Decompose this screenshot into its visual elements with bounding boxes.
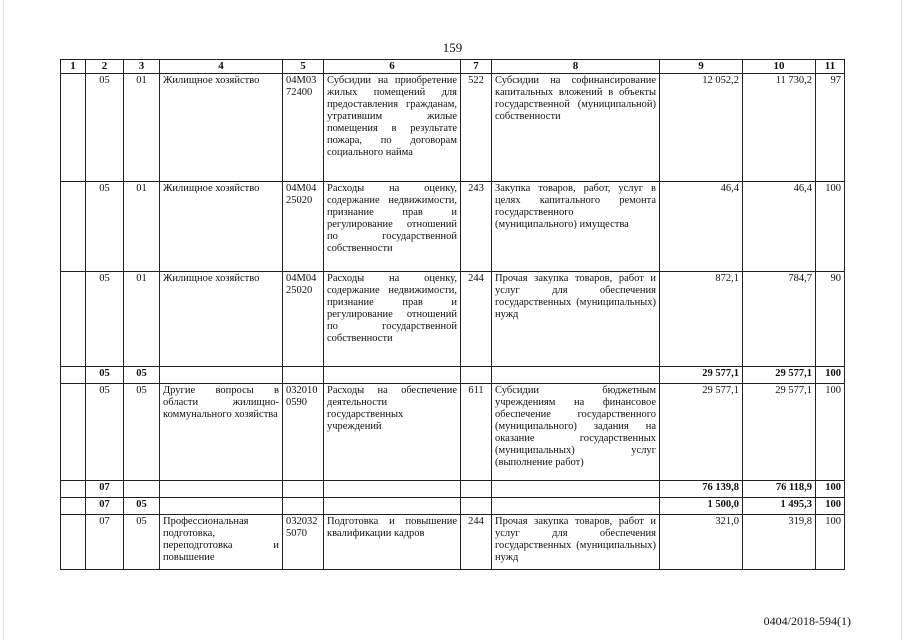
cell-expense-type: 611	[461, 384, 492, 481]
cell-expense-name	[492, 367, 660, 384]
cell-percent: 100	[816, 498, 845, 515]
cell-expense-type	[461, 481, 492, 498]
cell-name: Жилищное хозяйство	[160, 182, 283, 272]
cell-expense-name: Прочая закупка товаров, работ и услуг для обеспечения государственных (муниципальных) нужд	[492, 515, 660, 570]
cell-target-name: Расходы на оценку, содержание недвижимости, признание прав и регулирование отношений по государственной собственности	[324, 182, 461, 272]
cell-subsection: 01	[124, 272, 160, 367]
cell-expense-name: Субсидии бюджетным учреждениям на финансовое обеспечение государственного (муниципального) задания на оказание государственных (муниципальных) услуг (выполнение работ)	[492, 384, 660, 481]
cell-section: 07	[86, 515, 124, 570]
cell-section: 05	[86, 367, 124, 384]
cell-planned: 1 500,0	[660, 498, 743, 515]
cell-target-name	[324, 367, 461, 384]
cell-percent: 100	[816, 367, 845, 384]
cell-executed: 11 730,2	[743, 74, 816, 182]
cell-subsection	[124, 481, 160, 498]
cell-planned: 29 577,1	[660, 367, 743, 384]
cell-target-name: Расходы на оценку, содержание недвижимости, признание прав и регулирование отношений по государственной собственности	[324, 272, 461, 367]
cell-target-code: 04М04 25020	[283, 272, 324, 367]
cell	[61, 367, 86, 384]
cell-planned: 872,1	[660, 272, 743, 367]
cell-subsection: 05	[124, 384, 160, 481]
cell-percent: 100	[816, 515, 845, 570]
col-header: 7	[461, 60, 492, 74]
cell-executed: 76 118,9	[743, 481, 816, 498]
cell-expense-name: Субсидии на софинансирование капитальных вложений в объекты государственной (муниципальной) собственности	[492, 74, 660, 182]
col-header: 9	[660, 60, 743, 74]
cell-percent: 97	[816, 74, 845, 182]
table-row	[61, 74, 845, 182]
cell-target-code	[283, 367, 324, 384]
cell	[61, 74, 86, 182]
col-header: 1	[61, 60, 86, 74]
cell-section: 05	[86, 182, 124, 272]
cell-executed: 1 495,3	[743, 498, 816, 515]
cell-target-code: 04М03 72400	[283, 74, 324, 182]
cell-subsection: 05	[124, 367, 160, 384]
table-row	[61, 515, 845, 570]
cell-expense-type: 244	[461, 515, 492, 570]
cell-expense-name	[492, 498, 660, 515]
cell-planned: 321,0	[660, 515, 743, 570]
cell-target-code: 032032 5070	[283, 515, 324, 570]
cell-target-name: Подготовка и повышение квалификации кадров	[324, 515, 461, 570]
cell-subsection: 05	[124, 498, 160, 515]
col-header: 11	[816, 60, 845, 74]
cell-target-name	[324, 481, 461, 498]
cell-planned: 46,4	[660, 182, 743, 272]
cell-name	[160, 498, 283, 515]
cell	[61, 515, 86, 570]
cell-name: Жилищное хозяйство	[160, 74, 283, 182]
cell-expense-name: Закупка товаров, работ, услуг в целях капитального ремонта государственного (муниципального) имущества	[492, 182, 660, 272]
cell-planned: 29 577,1	[660, 384, 743, 481]
cell-expense-type: 243	[461, 182, 492, 272]
cell-percent: 100	[816, 384, 845, 481]
cell-percent: 100	[816, 481, 845, 498]
cell-target-code	[283, 498, 324, 515]
page-number: 159	[442, 40, 463, 55]
col-header: 8	[492, 60, 660, 74]
cell-expense-type: 244	[461, 272, 492, 367]
subtotal-row	[61, 498, 845, 515]
cell-percent: 100	[816, 182, 845, 272]
cell-target-name: Субсидии на приобретение жилых помещений для предоставления гражданам, утратившим жилые помещения в результате пожара, по договорам социального найма	[324, 74, 461, 182]
cell-expense-type	[461, 498, 492, 515]
col-header: 3	[124, 60, 160, 74]
table-row	[61, 384, 845, 481]
cell-target-code: 04М04 25020	[283, 182, 324, 272]
cell-planned: 12 052,2	[660, 74, 743, 182]
cell-percent: 90	[816, 272, 845, 367]
cell-name: Жилищное хозяйство	[160, 272, 283, 367]
cell	[61, 498, 86, 515]
cell-section: 05	[86, 74, 124, 182]
cell-executed: 29 577,1	[743, 367, 816, 384]
subtotal-row	[61, 481, 845, 498]
cell-executed: 46,4	[743, 182, 816, 272]
col-header: 6	[324, 60, 461, 74]
col-header: 5	[283, 60, 324, 74]
cell-target-name	[324, 498, 461, 515]
cell-subsection: 01	[124, 74, 160, 182]
cell-expense-type	[461, 367, 492, 384]
cell-subsection: 05	[124, 515, 160, 570]
budget-table	[60, 59, 845, 570]
cell-section: 05	[86, 272, 124, 367]
cell	[61, 182, 86, 272]
cell	[61, 481, 86, 498]
cell-name: Другие вопросы в области жилищно-коммунального хозяйства	[160, 384, 283, 481]
cell-target-code: 032010 0590	[283, 384, 324, 481]
subtotal-row	[61, 367, 845, 384]
cell-section: 07	[86, 498, 124, 515]
header-row	[61, 60, 845, 74]
cell-expense-name: Прочая закупка товаров, работ и услуг для обеспечения государственных (муниципальных) нужд	[492, 272, 660, 367]
table-row	[61, 182, 845, 272]
col-header: 4	[160, 60, 283, 74]
cell-section: 05	[86, 384, 124, 481]
cell-section: 07	[86, 481, 124, 498]
table-row	[61, 272, 845, 367]
cell-name	[160, 481, 283, 498]
cell-name	[160, 367, 283, 384]
cell-planned: 76 139,8	[660, 481, 743, 498]
cell-executed: 29 577,1	[743, 384, 816, 481]
cell-name: Профессиональная подготовка, переподготовка и повышение	[160, 515, 283, 570]
col-header: 2	[86, 60, 124, 74]
document-code: 0404/2018-594(1)	[763, 614, 851, 628]
cell-expense-name	[492, 481, 660, 498]
col-header: 10	[743, 60, 816, 74]
cell-target-code	[283, 481, 324, 498]
cell-subsection: 01	[124, 182, 160, 272]
cell-target-name: Расходы на обеспечение деятельности государственных учреждений	[324, 384, 461, 481]
cell-executed: 319,8	[743, 515, 816, 570]
cell-expense-type: 522	[461, 74, 492, 182]
cell	[61, 384, 86, 481]
scan-edge-left	[3, 0, 4, 640]
cell	[61, 272, 86, 367]
cell-executed: 784,7	[743, 272, 816, 367]
scan-edge-right	[901, 0, 902, 640]
